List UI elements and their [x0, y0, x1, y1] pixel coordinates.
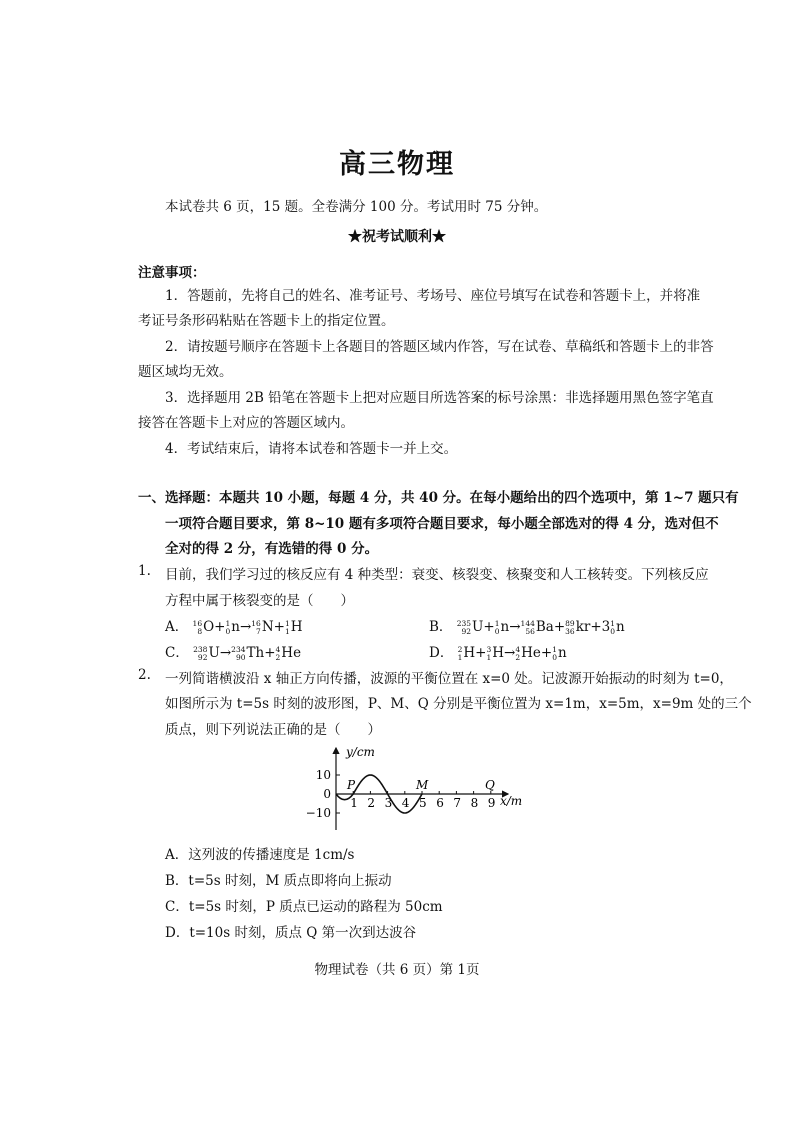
- notice-item: 2．请按题号顺序在答题卡上各题目的答题区域内作答，写在试卷、草稿纸和答题卡上的非答: [165, 339, 714, 355]
- notice-item: 3．选择题用 2B 铅笔在答题卡上把对应题目所选答案的标号涂黑：非选择题用黑色签字笔直: [165, 390, 714, 406]
- question-stem: 方程中属于核裂变的是（ ）: [165, 593, 354, 609]
- notice-item: 考证号条形码粘贴在答题卡上的指定位置。: [138, 313, 395, 329]
- x-tick-label: 9: [487, 796, 496, 810]
- page-title: 高三物理: [339, 149, 455, 180]
- x-tick-label: 6: [436, 796, 444, 810]
- wave-chart: [300, 742, 530, 834]
- question-number: 1.: [138, 563, 151, 579]
- option-a: A． 16 8 O+ 1 0 n→ 16 7 N+ 1 1 H: [165, 618, 303, 636]
- page-footer: 物理试卷（共 6 页）第 1页: [314, 962, 480, 978]
- exam-intro: 本试卷共 6 页，15 题。全卷满分 100 分。考试用时 75 分钟。: [165, 199, 548, 215]
- question-stem: 目前，我们学习过的核反应有 4 种类型：衰变、核裂变、核聚变和人工核转变。下列核反应: [165, 567, 709, 583]
- y-axis-label: y/cm: [346, 745, 375, 759]
- blessing: ★祝考试顺利★: [348, 229, 446, 245]
- point-label-p: P: [347, 778, 356, 792]
- option-a: A．这列波的传播速度是 1cm/s: [165, 847, 355, 863]
- section-instructions: 一项符合题目要求，第 8~10 题有多项符合题目要求，每小题全部选对的得 4 分，选对但不: [165, 516, 719, 532]
- y-tick-label: 0: [323, 787, 331, 801]
- x-axis-label: x/m: [500, 794, 523, 808]
- x-tick-label: 3: [384, 796, 393, 810]
- question-stem: 一列简谐横波沿 x 轴正方向传播，波源的平衡位置在 x=0 处。记波源开始振动的时刻为 t=0，: [165, 671, 733, 687]
- option-c: C． 238 92 U→ 234 90 Th+ 4 2 He: [165, 644, 302, 662]
- x-tick-label: 8: [470, 796, 479, 810]
- question-stem: 如图所示为 t=5s 时刻的波形图，P、M、Q 分别是平衡位置为 x=1m，x=5m，x=9m 处的三个: [165, 696, 752, 712]
- x-tick-label: 7: [453, 796, 462, 810]
- question-stem: 质点，则下列说法正确的是（ ）: [165, 722, 381, 738]
- notice-item: 接答在答题卡上对应的答题区域内。: [138, 415, 354, 431]
- x-tick-label: 1: [350, 796, 358, 810]
- x-tick-label: 2: [367, 796, 376, 810]
- question-number: 2.: [138, 667, 151, 683]
- option-d: D．t=10s 时刻，质点 Q 第一次到达波谷: [165, 925, 417, 941]
- option-c: C．t=5s 时刻，P 质点已运动的路程为 50cm: [165, 899, 443, 915]
- notice-item: 1．答题前，先将自己的姓名、准考证号、考场号、座位号填写在试卷和答题卡上，并将准: [165, 288, 701, 304]
- section-instructions: 一、选择题：本题共 10 小题，每题 4 分，共 40 分。在每小题给出的四个选项中，第 1~7 题只有: [138, 490, 739, 506]
- notice-heading: 注意事项：: [138, 265, 206, 281]
- y-tick-label: 10: [315, 768, 331, 782]
- x-tick-label: 5: [419, 796, 427, 810]
- x-tick-label: 4: [401, 796, 410, 810]
- option-b: B． 235 92 U+ 1 0 n→ 144 56 Ba+ 89 36 kr+3 1 0 n: [429, 618, 625, 636]
- option-b: B．t=5s 时刻，M 质点即将向上振动: [165, 873, 392, 889]
- section-instructions: 全对的得 2 分，有选错的得 0 分。: [165, 541, 379, 557]
- option-d: D． 2 1 H+ 3 1 H→ 4 2 He+ 1 0 n: [429, 644, 567, 662]
- y-tick-label: −10: [305, 806, 331, 820]
- point-label-m: M: [416, 778, 429, 792]
- notice-item: 4．考试结束后，请将本试卷和答题卡一并上交。: [165, 441, 458, 457]
- notice-item: 题区域均无效。: [138, 364, 233, 380]
- point-label-q: Q: [485, 778, 495, 792]
